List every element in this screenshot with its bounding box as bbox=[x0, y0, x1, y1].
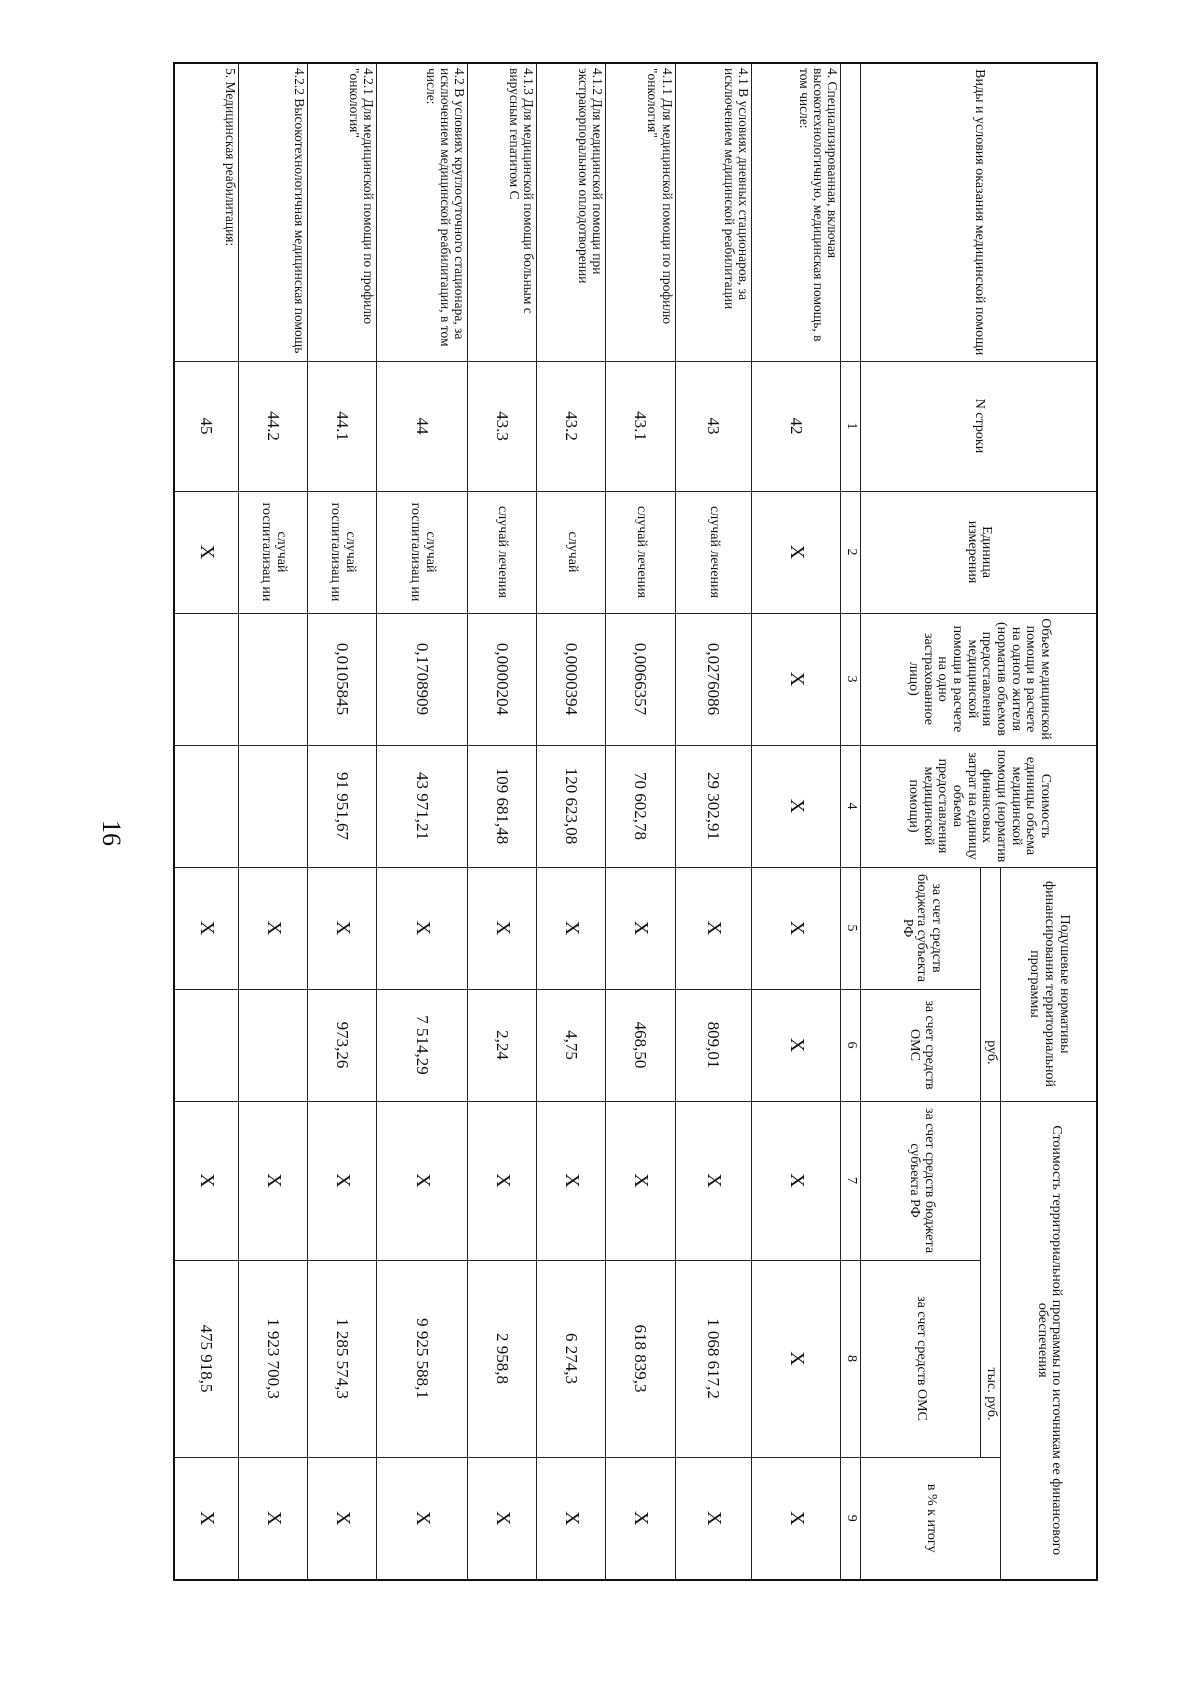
row-program-percent: X bbox=[537, 1457, 606, 1580]
row-volume: X bbox=[752, 613, 841, 745]
table-row bbox=[675, 63, 751, 1580]
row-unit: X bbox=[174, 491, 238, 613]
row-per-capita-budget: X bbox=[308, 867, 377, 989]
row-line-number: 43.3 bbox=[468, 361, 537, 491]
row-unit: случай bbox=[537, 491, 606, 613]
page-number: 16 bbox=[97, 820, 126, 846]
row-volume: 0,0000394 bbox=[537, 613, 606, 745]
row-name: 4.1.1 Для медицинской помощи по профилю "онкология" bbox=[606, 63, 675, 361]
row-line-number: 43.2 bbox=[537, 361, 606, 491]
column-number: 4 bbox=[841, 745, 861, 867]
row-unit: случай лечения bbox=[675, 491, 751, 613]
header-program-oms: за счет средств ОМС bbox=[861, 1260, 981, 1457]
header-volume: Объем медицинской помощи в расчете на одного жителя (норматив объемов предоставления медицинской помощи в расчете на одно застрахованное лицо) bbox=[861, 613, 1097, 745]
column-number: 8 bbox=[841, 1260, 861, 1457]
row-per-capita-oms: 468,50 bbox=[606, 989, 675, 1101]
row-line-number: 43.1 bbox=[606, 361, 675, 491]
row-line-number: 45 bbox=[174, 361, 238, 491]
header-program-percent: в % к итогу bbox=[861, 1457, 1001, 1580]
row-volume: 0,0105845 bbox=[308, 613, 377, 745]
header-per-capita-budget: за счет средств бюджета субъекта РФ bbox=[861, 867, 981, 989]
row-unit: случай госпитализац ии bbox=[238, 491, 307, 613]
row-program-oms: 2 958,8 bbox=[468, 1260, 537, 1457]
row-per-capita-oms: 4,75 bbox=[537, 989, 606, 1101]
row-cost: 91 951,67 bbox=[308, 745, 377, 867]
table-row bbox=[606, 63, 675, 1580]
row-volume bbox=[238, 613, 307, 745]
row-program-percent: X bbox=[308, 1457, 377, 1580]
row-line-number: 42 bbox=[752, 361, 841, 491]
row-per-capita-budget: X bbox=[174, 867, 238, 989]
row-program-budget: X bbox=[308, 1101, 377, 1260]
header-line-no: N строки bbox=[861, 361, 1097, 491]
header-program-cost-unit: тыс. руб. bbox=[981, 1101, 1001, 1457]
row-line-number: 44 bbox=[377, 361, 468, 491]
row-per-capita-budget: X bbox=[238, 867, 307, 989]
row-program-oms: 1 285 574,3 bbox=[308, 1260, 377, 1457]
row-program-budget: X bbox=[468, 1101, 537, 1260]
row-program-oms: 1 923 700,3 bbox=[238, 1260, 307, 1457]
column-number: 3 bbox=[841, 613, 861, 745]
row-program-budget: X bbox=[238, 1101, 307, 1260]
financing-table bbox=[173, 62, 1098, 1581]
column-number: 1 bbox=[841, 361, 861, 491]
row-per-capita-budget: X bbox=[377, 867, 468, 989]
row-cost: 70 602,78 bbox=[606, 745, 675, 867]
row-line-number: 44.1 bbox=[308, 361, 377, 491]
row-per-capita-oms: 973,26 bbox=[308, 989, 377, 1101]
column-number: 2 bbox=[841, 491, 861, 613]
row-program-budget: X bbox=[174, 1101, 238, 1260]
row-program-budget: X bbox=[675, 1101, 751, 1260]
table-row bbox=[174, 63, 238, 1580]
row-per-capita-oms: X bbox=[752, 989, 841, 1101]
financing-table-container bbox=[173, 62, 1098, 1579]
row-per-capita-oms bbox=[238, 989, 307, 1101]
row-name: 4.2.2 Высокотехнологичная медицинская помощь bbox=[238, 63, 307, 361]
row-cost bbox=[238, 745, 307, 867]
table-row bbox=[238, 63, 307, 1580]
row-program-percent: X bbox=[606, 1457, 675, 1580]
row-program-percent: X bbox=[238, 1457, 307, 1580]
row-volume: 0,0000204 bbox=[468, 613, 537, 745]
header-program-budget: за счет средств бюджета субъекта РФ bbox=[861, 1101, 981, 1260]
row-per-capita-oms bbox=[174, 989, 238, 1101]
table-row bbox=[468, 63, 537, 1580]
column-number: 9 bbox=[841, 1457, 861, 1580]
row-per-capita-budget: X bbox=[675, 867, 751, 989]
row-unit: случай лечения bbox=[606, 491, 675, 613]
row-program-percent: X bbox=[377, 1457, 468, 1580]
row-unit: случай лечения bbox=[468, 491, 537, 613]
row-per-capita-oms: 809,01 bbox=[675, 989, 751, 1101]
row-program-oms: 475 918,5 bbox=[174, 1260, 238, 1457]
row-per-capita-oms: 2,24 bbox=[468, 989, 537, 1101]
row-program-oms: 1 068 617,2 bbox=[675, 1260, 751, 1457]
row-name: 4.1.3 Для медицинской помощи больным с вирусным гепатитом С bbox=[468, 63, 537, 361]
row-per-capita-budget: X bbox=[606, 867, 675, 989]
row-program-oms: 618 839,3 bbox=[606, 1260, 675, 1457]
row-unit: X bbox=[752, 491, 841, 613]
row-unit: случай госпитализац ии bbox=[377, 491, 468, 613]
row-program-percent: X bbox=[675, 1457, 751, 1580]
row-per-capita-oms: 7 514,29 bbox=[377, 989, 468, 1101]
header-kind: Виды и условия оказания медицинской помощи bbox=[861, 63, 1097, 361]
row-program-oms: 6 274,3 bbox=[537, 1260, 606, 1457]
row-volume: 0,0276086 bbox=[675, 613, 751, 745]
row-name: 4.1.2 Для медицинской помощи при экстракорпоральном оплодотворении bbox=[537, 63, 606, 361]
header-program-cost: Стоимость территориальной программы по источникам ее финансового обеспечения bbox=[1001, 1101, 1097, 1580]
row-volume: 0,1708909 bbox=[377, 613, 468, 745]
row-name: 4.2 В условиях круглосуточного стационара, за исключением медицинской реабилитации, в том числе: bbox=[377, 63, 468, 361]
header-per-capita: Подушевые нормативы финансирования территориальной программы bbox=[1001, 867, 1097, 1101]
row-program-percent: X bbox=[468, 1457, 537, 1580]
row-line-number: 43 bbox=[675, 361, 751, 491]
row-unit: случай госпитализац ии bbox=[308, 491, 377, 613]
row-cost: X bbox=[752, 745, 841, 867]
row-per-capita-budget: X bbox=[537, 867, 606, 989]
row-name: 4.1 В условиях дневных стационаров, за исключением медицинской реабилитации bbox=[675, 63, 751, 361]
row-program-percent: X bbox=[174, 1457, 238, 1580]
column-number: 7 bbox=[841, 1101, 861, 1260]
table-row bbox=[752, 63, 841, 1580]
row-cost: 43 971,21 bbox=[377, 745, 468, 867]
row-program-oms: X bbox=[752, 1260, 841, 1457]
table-row bbox=[537, 63, 606, 1580]
row-volume bbox=[174, 613, 238, 745]
row-name: 5. Медицинская реабилитация: bbox=[174, 63, 238, 361]
row-cost bbox=[174, 745, 238, 867]
row-volume: 0,0066357 bbox=[606, 613, 675, 745]
row-cost: 109 681,48 bbox=[468, 745, 537, 867]
header-unit: Единица измерения bbox=[861, 491, 1097, 613]
header-per-capita-unit: руб. bbox=[981, 867, 1001, 1101]
row-per-capita-budget: X bbox=[752, 867, 841, 989]
row-line-number: 44.2 bbox=[238, 361, 307, 491]
column-number: 5 bbox=[841, 867, 861, 989]
row-program-percent: X bbox=[752, 1457, 841, 1580]
row-program-oms: 9 925 588,1 bbox=[377, 1260, 468, 1457]
row-program-budget: X bbox=[606, 1101, 675, 1260]
row-name: 4. Специализированная, включая высокотехнологичную, медицинская помощь, в том числе: bbox=[752, 63, 841, 361]
column-number bbox=[841, 63, 861, 361]
table-row bbox=[377, 63, 468, 1580]
row-cost: 120 623,08 bbox=[537, 745, 606, 867]
row-per-capita-budget: X bbox=[468, 867, 537, 989]
header-cost: Стоимость единицы объема медицинской помощи (норматив финансовых затрат на единицу объема предоставления медицинской помощи) bbox=[861, 745, 1097, 867]
row-program-budget: X bbox=[537, 1101, 606, 1260]
row-program-budget: X bbox=[377, 1101, 468, 1260]
table-row bbox=[308, 63, 377, 1580]
row-cost: 29 302,91 bbox=[675, 745, 751, 867]
row-name: 4.2.1 Для медицинской помощи по профилю "онкология" bbox=[308, 63, 377, 361]
column-number: 6 bbox=[841, 989, 861, 1101]
header-per-capita-oms: за счет средств ОМС bbox=[861, 989, 981, 1101]
row-program-budget: X bbox=[752, 1101, 841, 1260]
